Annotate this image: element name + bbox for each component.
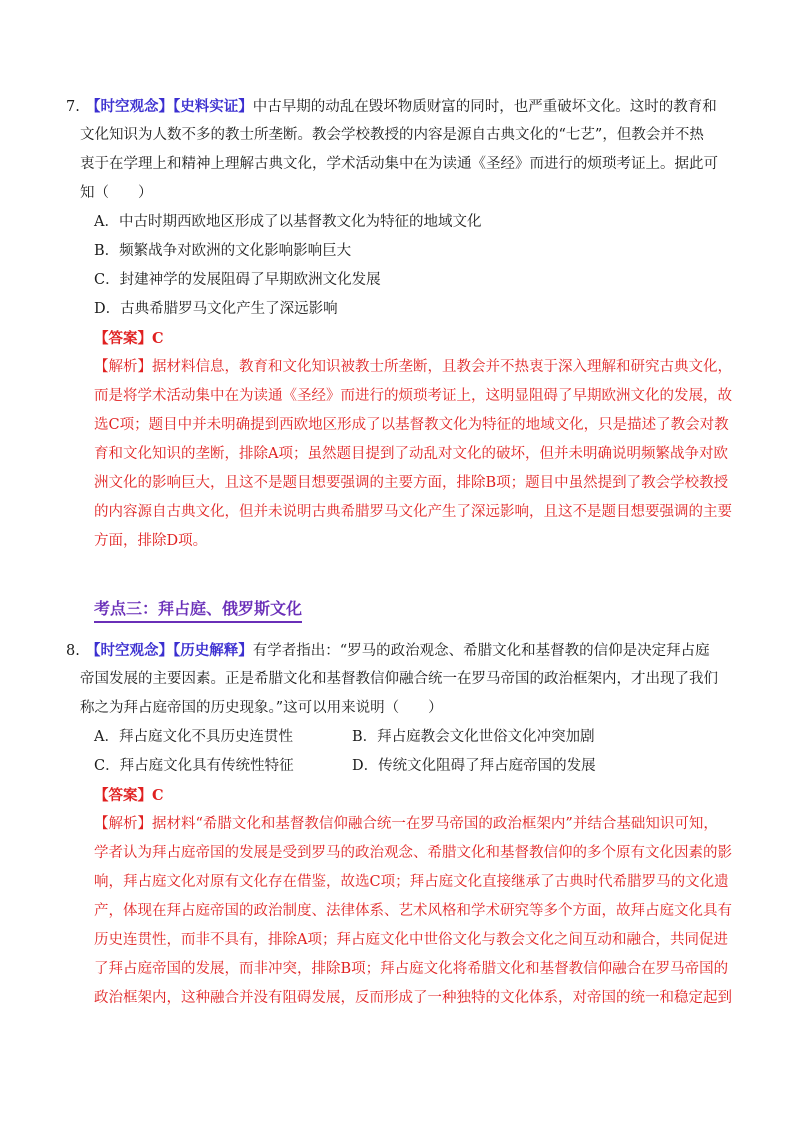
- q8-options-row-1: [80, 723, 720, 752]
- q8-answer: [80, 781, 720, 810]
- q7-tag-2: 【史料实证】: [173, 98, 253, 115]
- q7-analysis-line-4: 育和文化知识的垄断，排除A项；虽然题目提到了动乱对文化的破坏，但并未明确说明频繁战争对欧: [94, 446, 728, 462]
- q7-option-b: B．频繁战争对欧洲的文化影响影响巨大: [94, 243, 352, 259]
- q8-answer-value: C: [152, 787, 164, 804]
- q8-analysis-line-1: [80, 810, 720, 839]
- q7-analysis-label: 【解析】: [94, 359, 152, 375]
- q7-answer-value: C: [152, 330, 164, 347]
- q7-number: 7.: [66, 99, 80, 115]
- q8-analysis-label: 【解析】: [94, 816, 152, 832]
- q7-stem-line-3: 衷于在学理上和精神上理解古典文化，学术活动集中在为读通《圣经》而进行的烦琐考证上。据此可: [80, 156, 718, 172]
- q7-tag-1: 【时空观念】: [86, 98, 173, 115]
- q8-tag-2: 【历史解释】: [173, 642, 253, 659]
- q7-answer: [80, 324, 720, 353]
- q8-stem-line-1: [66, 636, 720, 665]
- q8-tag-1: 【时空观念】: [86, 642, 173, 659]
- q8-option-c: C．拜占庭文化具有传统性特征: [94, 758, 294, 774]
- q8-analysis-text-1: 据材料“希腊文化和基督教信仰融合统一在罗马帝国的政治框架内”并结合基础知识可知，: [152, 816, 718, 832]
- q8-analysis-line-7: 政治框架内，这种融合并没有阻碍发展，反而形成了一种独特的文化体系，对帝国的统一和稳定起到: [94, 990, 732, 1006]
- q8-analysis-line-2: 学者认为拜占庭帝国的发展是受到罗马的政治观念、希腊文化和基督教信仰的多个原有文化因素的影: [94, 845, 732, 861]
- q8-option-d: D．传统文化阻碍了拜占庭帝国的发展: [352, 758, 596, 774]
- section-heading: 考点三：拜占庭、俄罗斯文化: [94, 598, 302, 623]
- q7-analysis-line-7: 方面，排除D项。: [94, 533, 208, 549]
- q8-number: 8.: [66, 643, 80, 659]
- q8-analysis-line-5: 历史连贯性，而非不具有，排除A项；拜占庭文化中世俗文化与教会文化之间互动和融合，共同促进: [94, 932, 728, 948]
- q7-analysis-line-6: 的内容源自古典文化，但并未说明古典希腊罗马文化产生了深远影响，且这不是题目想要强调的主要: [94, 504, 732, 520]
- q7-stem-line-2: 文化知识为人数不多的教士所垄断。教会学校教授的内容是源自古典文化的“七艺”，但教会并不热: [80, 127, 704, 143]
- q8-analysis-line-6: 了拜占庭帝国的发展，而非冲突，排除B项；拜占庭文化将希腊文化和基督教信仰融合在罗马帝国的: [94, 961, 729, 977]
- q8-analysis-line-4: 产，体现在拜占庭帝国的政治制度、法律体系、艺术风格和学术研究等多个方面，故拜占庭文化具有: [94, 903, 732, 919]
- question-8: [66, 636, 732, 1013]
- q7-option-d: D．古典希腊罗马文化产生了深远影响: [94, 301, 338, 317]
- q8-answer-label: 【答案】: [94, 787, 152, 804]
- q8-option-b: B．拜占庭教会文化世俗文化冲突加剧: [352, 729, 595, 745]
- q7-analysis-line-3: 选C项；题目中并未明确提到西欧地区形成了以基督教文化为特征的地域文化，只是描述了教会对教: [94, 417, 729, 433]
- q7-answer-label: 【答案】: [94, 330, 152, 347]
- q8-stem-text-1: 有学者指出：“罗马的政治观念、希腊文化和基督教的信仰是决定拜占庭: [252, 643, 710, 659]
- q8-stem-line-3: 称之为拜占庭帝国的历史现象。”这可以用来说明（ ）: [80, 700, 443, 716]
- q7-analysis-line-2: 而是将学术活动集中在为读通《圣经》而进行的烦琐考证上，这明显阻碍了早期欧洲文化的发展，故: [94, 388, 732, 404]
- question-7: [66, 92, 732, 556]
- q7-stem-line-4: 知（ ）: [80, 185, 153, 201]
- q7-analysis-text-1: 据材料信息，教育和文化知识被教士所垄断，且教会并不热衷于深入理解和研究古典文化，: [152, 359, 732, 375]
- q8-stem-line-2: 帝国发展的主要因素。正是希腊文化和基督教信仰融合统一在罗马帝国的政治框架内，才出现了我们: [80, 671, 718, 687]
- q7-option-c: C．封建神学的发展阻碍了早期欧洲文化发展: [94, 272, 381, 288]
- q8-option-a: A．拜占庭文化不具历史连贯性: [94, 729, 293, 745]
- q7-analysis-line-5: 洲文化的影响巨大，且这不是题目想要强调的主要方面，排除B项；题目中虽然提到了教会学校教授: [94, 475, 729, 491]
- q8-options-row-2: [80, 752, 720, 781]
- q7-stem-text-1: 中古早期的动乱在毁坏物质财富的同时，也严重破坏文化。这时的教育和: [252, 99, 717, 115]
- q7-stem-line-1: [66, 92, 720, 121]
- q8-analysis-line-3: 响，拜占庭文化对原有文化存在借鉴，故选C项；拜占庭文化直接继承了古典时代希腊罗马的文化遗: [94, 874, 729, 890]
- q7-analysis-line-1: [80, 353, 732, 382]
- q7-option-a: A．中古时期西欧地区形成了以基督教文化为特征的地域文化: [94, 214, 482, 230]
